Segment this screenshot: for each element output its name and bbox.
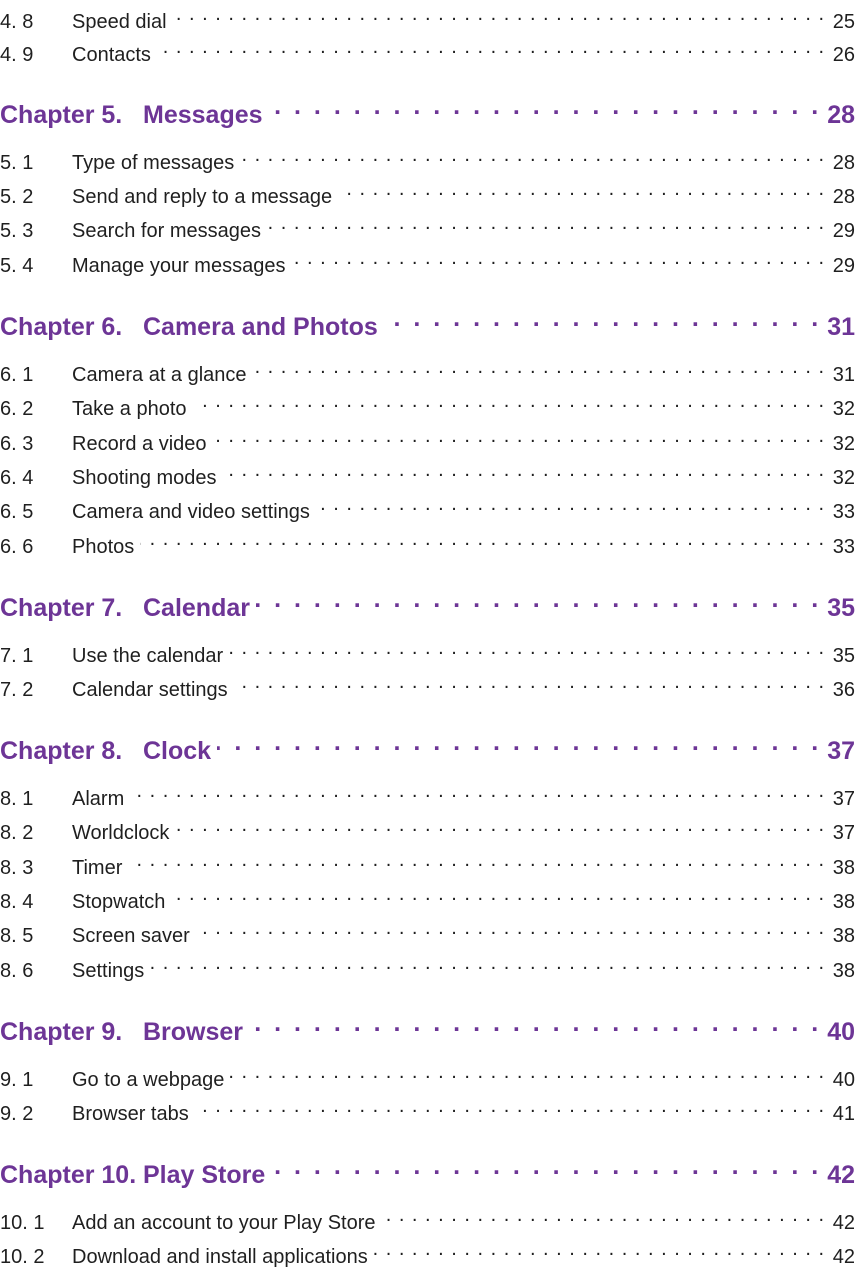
dot-leader	[316, 490, 825, 518]
section-title: Type of messages	[72, 152, 235, 174]
section-title: Speed dial	[72, 11, 167, 33]
section-number: 6. 5	[0, 501, 34, 523]
section-number: 6. 6	[0, 536, 34, 558]
page-number: 29	[832, 220, 855, 242]
page-number: 37	[827, 737, 855, 765]
section-title: Screen saver	[72, 925, 190, 947]
toc-section-entry[interactable]	[0, 777, 855, 810]
page-number: 35	[832, 645, 855, 667]
page-number: 40	[832, 1069, 855, 1091]
page-number: 31	[832, 364, 855, 386]
dot-leader	[213, 422, 825, 450]
page-number: 32	[832, 433, 855, 455]
section-number: 10. 1	[0, 1212, 45, 1234]
toc-section-entry[interactable]	[0, 387, 855, 420]
toc-chapter-entry[interactable]	[0, 1006, 855, 1046]
chapter-number: Chapter 7.	[0, 594, 123, 622]
page-number: 29	[832, 255, 855, 277]
section-title: Contacts	[72, 44, 151, 66]
section-title: Search for messages	[72, 220, 261, 242]
section-number: 8. 5	[0, 925, 34, 947]
section-number: 8. 2	[0, 822, 34, 844]
toc-section-entry[interactable]	[0, 811, 855, 844]
dot-leader	[157, 33, 825, 61]
toc-section-entry[interactable]	[0, 422, 855, 455]
dot-leader	[269, 89, 822, 123]
page-number: 28	[832, 152, 855, 174]
chapter-title: Browser	[143, 1018, 244, 1046]
page-number: 28	[832, 186, 855, 208]
toc-section-entry[interactable]	[0, 949, 855, 982]
dot-leader	[249, 1006, 821, 1040]
section-number: 9. 2	[0, 1103, 34, 1125]
section-number: 8. 3	[0, 857, 34, 879]
page-number: 32	[832, 398, 855, 420]
page-number: 40	[827, 1018, 855, 1046]
dot-leader	[229, 634, 825, 662]
section-number: 8. 6	[0, 960, 34, 982]
dot-leader	[223, 456, 825, 484]
toc-section-entry[interactable]	[0, 525, 855, 558]
chapter-title: Play Store	[143, 1161, 266, 1189]
section-title: Alarm	[72, 788, 125, 810]
dot-leader	[230, 1058, 825, 1086]
section-number: 4. 9	[0, 44, 34, 66]
section-title: Record a video	[72, 433, 207, 455]
page-number: 37	[832, 822, 855, 844]
section-number: 5. 2	[0, 186, 34, 208]
toc-section-entry[interactable]	[0, 490, 855, 523]
page-number: 38	[832, 960, 855, 982]
section-number: 6. 4	[0, 467, 34, 489]
page-number: 33	[832, 501, 855, 523]
page-number: 38	[832, 891, 855, 913]
dot-leader	[175, 811, 825, 839]
dot-leader	[128, 846, 825, 874]
section-title: Manage your messages	[72, 255, 286, 277]
chapter-number: Chapter 5.	[0, 101, 123, 129]
toc-chapter-entry[interactable]	[0, 582, 855, 622]
chapter-number: Chapter 6.	[0, 313, 123, 341]
dot-leader	[173, 0, 825, 28]
page-number: 28	[827, 101, 855, 129]
dot-leader	[256, 582, 821, 616]
page-number: 35	[827, 594, 855, 622]
chapter-number: Chapter 9.	[0, 1018, 123, 1046]
page-number: 41	[832, 1103, 855, 1125]
page-number: 38	[832, 857, 855, 879]
section-title: Use the calendar	[72, 645, 224, 667]
toc-section-entry[interactable]	[0, 0, 855, 33]
dot-leader	[193, 387, 825, 415]
section-number: 4. 8	[0, 11, 34, 33]
toc-section-entry[interactable]	[0, 141, 855, 174]
dot-leader	[195, 1092, 825, 1120]
section-title: Settings	[72, 960, 145, 982]
toc-section-entry[interactable]	[0, 1092, 855, 1125]
section-number: 7. 1	[0, 645, 34, 667]
dot-leader	[374, 1235, 825, 1263]
toc-section-entry[interactable]	[0, 33, 855, 66]
dot-leader	[171, 880, 825, 908]
dot-leader	[217, 725, 821, 759]
chapter-number: Chapter 8.	[0, 737, 123, 765]
dot-leader	[196, 914, 825, 942]
toc-section-entry[interactable]	[0, 880, 855, 913]
page-number: 36	[832, 679, 855, 701]
section-title: Camera at a glance	[72, 364, 247, 386]
section-number: 6. 1	[0, 364, 34, 386]
section-title: Send and reply to a message	[72, 186, 333, 208]
dot-leader	[150, 949, 825, 977]
toc-section-entry[interactable]	[0, 209, 855, 242]
page-number: 37	[832, 788, 855, 810]
toc-section-entry[interactable]	[0, 668, 855, 701]
section-title: Browser tabs	[72, 1103, 189, 1125]
section-title: Photos	[72, 536, 135, 558]
toc-chapter-entry[interactable]	[0, 1149, 855, 1189]
page-number: 26	[832, 44, 855, 66]
toc-chapter-entry[interactable]	[0, 725, 855, 765]
section-number: 9. 1	[0, 1069, 34, 1091]
page-number: 32	[832, 467, 855, 489]
section-number: 8. 1	[0, 788, 34, 810]
section-number: 7. 2	[0, 679, 34, 701]
chapter-title: Camera and Photos	[143, 313, 378, 341]
dot-leader	[140, 525, 825, 553]
toc-section-entry[interactable]	[0, 1235, 855, 1268]
dot-leader	[267, 209, 825, 237]
toc-chapter-entry[interactable]	[0, 89, 855, 129]
dot-leader	[234, 668, 825, 696]
section-number: 5. 3	[0, 220, 34, 242]
section-title: Go to a webpage	[72, 1069, 225, 1091]
toc-section-entry[interactable]	[0, 1201, 855, 1234]
dot-leader	[240, 141, 825, 169]
chapter-number: Chapter 10.	[0, 1161, 137, 1189]
toc-section-entry[interactable]	[0, 175, 855, 208]
toc-section-entry[interactable]	[0, 1058, 855, 1091]
dot-leader	[338, 175, 825, 203]
toc-section-entry[interactable]	[0, 634, 855, 667]
dot-leader	[271, 1149, 821, 1183]
section-title: Download and install applications	[72, 1246, 368, 1268]
dot-leader	[130, 777, 825, 805]
toc-section-entry[interactable]	[0, 244, 855, 277]
section-title: Stopwatch	[72, 891, 166, 913]
section-title: Camera and video settings	[72, 501, 310, 523]
section-title: Calendar settings	[72, 679, 228, 701]
dot-leader	[384, 301, 821, 335]
section-number: 6. 3	[0, 433, 34, 455]
toc-section-entry[interactable]	[0, 914, 855, 947]
page-number: 33	[832, 536, 855, 558]
section-title: Timer	[72, 857, 123, 879]
section-title: Shooting modes	[72, 467, 217, 489]
section-number: 5. 4	[0, 255, 34, 277]
dot-leader	[291, 244, 825, 272]
section-number: 10. 2	[0, 1246, 45, 1268]
toc-section-entry[interactable]	[0, 456, 855, 489]
chapter-title: Calendar	[143, 594, 250, 622]
toc-section-entry[interactable]	[0, 846, 855, 879]
page-number: 42	[827, 1161, 855, 1189]
page-number: 31	[827, 313, 855, 341]
section-number: 8. 4	[0, 891, 34, 913]
page-number: 42	[832, 1212, 855, 1234]
dot-leader	[253, 353, 825, 381]
chapter-title: Clock	[143, 737, 212, 765]
section-title: Add an account to your Play Store	[72, 1212, 376, 1234]
page-number: 42	[832, 1246, 855, 1268]
toc-section-entry[interactable]	[0, 353, 855, 386]
section-number: 5. 1	[0, 152, 34, 174]
section-title: Worldclock	[72, 822, 170, 844]
page-number: 25	[832, 11, 855, 33]
section-number: 6. 2	[0, 398, 34, 420]
page-number: 38	[832, 925, 855, 947]
chapter-title: Messages	[143, 101, 263, 129]
section-title: Take a photo	[72, 398, 187, 420]
toc-chapter-entry[interactable]	[0, 301, 855, 341]
dot-leader	[382, 1201, 825, 1229]
